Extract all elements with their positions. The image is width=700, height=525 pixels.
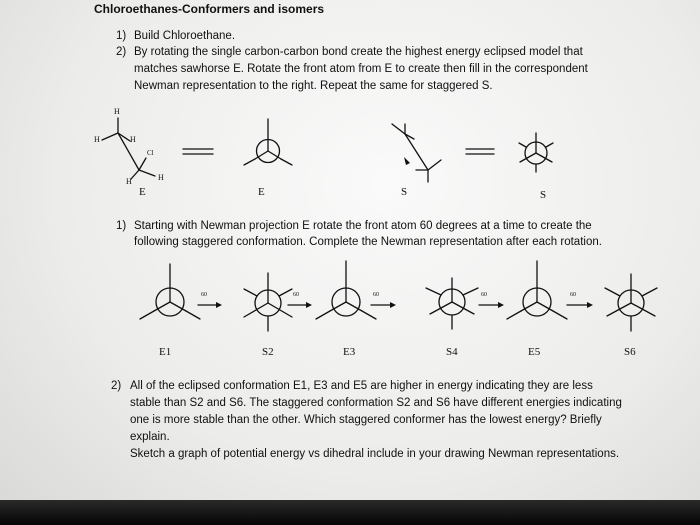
rotation-label-60: 60 (481, 292, 487, 298)
part3-number: 2) (111, 380, 122, 392)
conformer-label-e: E (258, 186, 265, 198)
rotation-label-60: 60 (293, 292, 299, 298)
atom-label-h: H (94, 135, 100, 144)
conformer-label-e3: E3 (343, 346, 356, 358)
conformer-label-s2: S2 (262, 346, 274, 358)
instruction-build: Build Chloroethane. (134, 30, 236, 42)
rotation-label-60: 60 (201, 292, 207, 298)
conformer-label-s6: S6 (624, 346, 636, 358)
instruction-rotate-line-1: By rotating the single carbon-carbon bond create the highest energy eclipsed model that (134, 46, 583, 58)
part3-line-1: All of the eclipsed conformation E1, E3 and E5 are higher in energy indicating they are less (130, 380, 593, 392)
monitor-bezel (0, 500, 700, 525)
item-number-2: 2) (116, 46, 127, 58)
atom-label-h: H (130, 135, 136, 144)
conformer-label-s4: S4 (446, 346, 458, 358)
conformer-label-s: S (401, 186, 408, 198)
instruction-rotate-line-3: Newman representation to the right. Repeat the same for staggered S. (134, 80, 493, 92)
conformer-label-e5: E5 (528, 346, 541, 358)
page-title: Chloroethanes-Conformers and isomers (94, 2, 325, 16)
conformer-label-e: E (139, 186, 146, 198)
part2-number: 1) (116, 220, 127, 232)
atom-label-h: H (114, 107, 120, 116)
atom-label-h: H (158, 173, 164, 182)
part3-line-4: explain. (130, 431, 170, 443)
atom-label-cl: Cl (147, 149, 154, 157)
part2-line-2: following staggered conformation. Complete the Newman representation after each rotation. (134, 236, 602, 248)
part2-line-1: Starting with Newman projection E rotate the front atom 60 degrees at a time to create the (134, 220, 592, 232)
item-number-1: 1) (116, 30, 127, 42)
part3-line-2: stable than S2 and S6. The staggered conformation S2 and S6 have different energies indicating (130, 397, 622, 409)
conformer-label-s: S (540, 189, 547, 201)
conformer-label-e1: E1 (159, 346, 172, 358)
part3-line-5: Sketch a graph of potential energy vs dihedral include in your drawing Newman representations. (130, 448, 620, 460)
rotation-label-60: 60 (373, 292, 379, 298)
atom-label-h: H (126, 177, 132, 186)
rotation-label-60: 60 (570, 292, 576, 298)
instruction-rotate-line-2: matches sawhorse E. Rotate the front atom from E to create then fill in the correspondent (134, 63, 588, 75)
part3-line-3: one is more stable than the other. Which staggered conformer has the lowest energy? Briefly (130, 414, 602, 426)
